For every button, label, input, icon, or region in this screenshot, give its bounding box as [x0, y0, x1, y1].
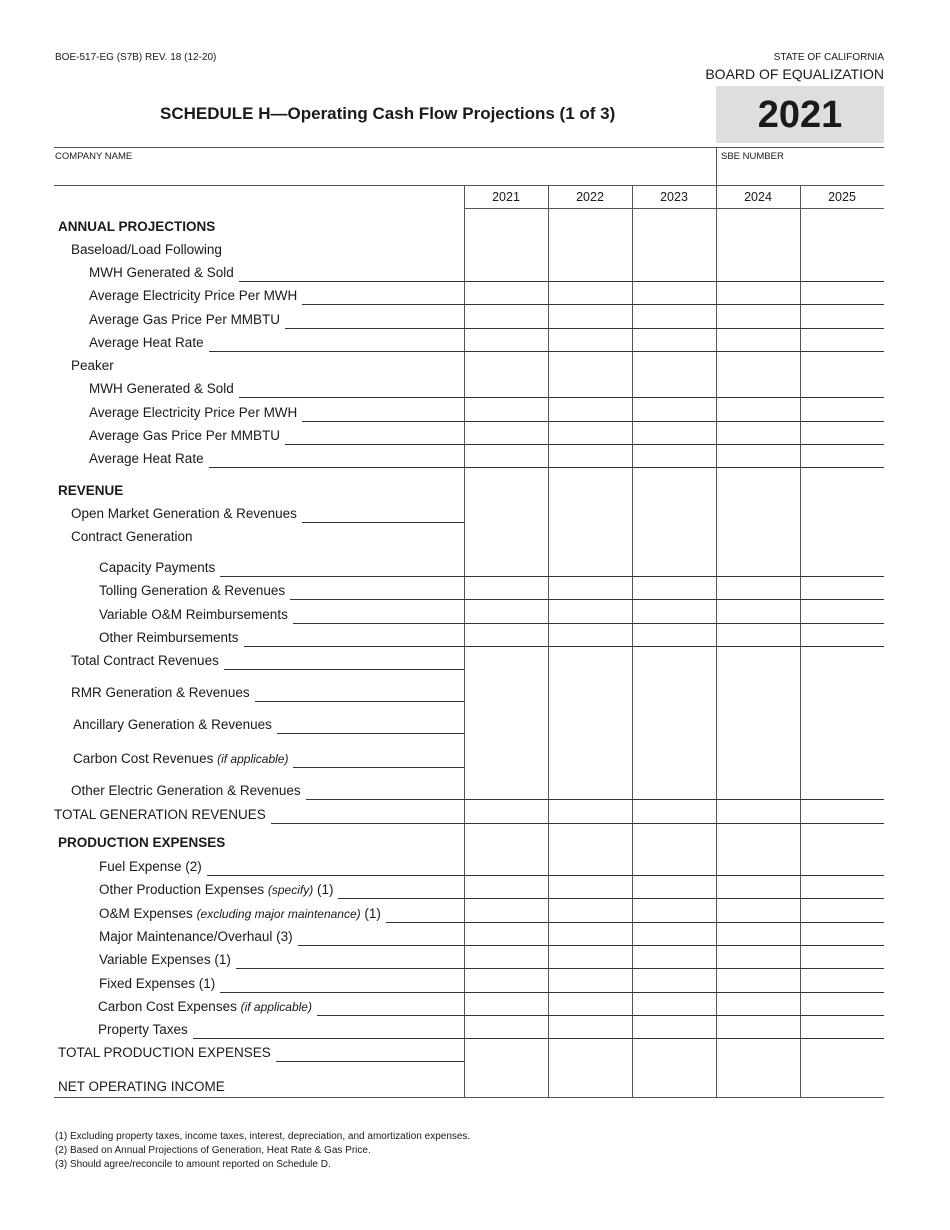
row-leader-line — [220, 992, 884, 993]
value-cell[interactable] — [634, 505, 714, 523]
column-divider — [716, 185, 717, 1098]
row-leader-line — [302, 304, 884, 305]
row-leader-line — [338, 898, 884, 899]
value-cell[interactable] — [466, 450, 546, 468]
value-cell[interactable] — [466, 951, 546, 969]
row-label-text: Capacity Payments — [99, 560, 216, 575]
value-cell[interactable] — [466, 427, 546, 445]
value-cell[interactable] — [718, 311, 798, 329]
value-cell[interactable] — [802, 264, 882, 282]
value-cell[interactable] — [550, 951, 630, 969]
row-leader-line — [193, 1038, 884, 1039]
year-box: 2021 — [716, 86, 884, 143]
value-cell[interactable] — [634, 951, 714, 969]
row-leader-line — [224, 669, 464, 670]
value-cell[interactable] — [466, 975, 546, 993]
state-name: STATE OF CALIFORNIA — [773, 52, 884, 63]
value-cell[interactable] — [802, 427, 882, 445]
value-cell[interactable] — [466, 905, 546, 923]
row-label-text: NET OPERATING INCOME — [58, 1079, 225, 1094]
row-leader-line — [302, 421, 884, 422]
row-label — [58, 219, 215, 234]
row-label — [71, 685, 250, 700]
column-header-2025: 2025 — [828, 190, 856, 204]
row-label-text: Carbon Cost Revenues — [73, 751, 214, 766]
value-cell[interactable] — [802, 716, 882, 734]
row-label-suffix: (1) — [316, 882, 334, 897]
row-label — [58, 1045, 271, 1060]
value-cell[interactable] — [718, 750, 798, 768]
value-cell[interactable] — [466, 750, 546, 768]
row-leader-line — [290, 599, 884, 600]
row-leader-line — [293, 623, 884, 624]
value-cell[interactable] — [802, 1021, 882, 1039]
form-code: BOE-517-EG (S7B) REV. 18 (12-20) — [55, 52, 217, 63]
value-cell[interactable] — [466, 334, 546, 352]
value-cell[interactable] — [466, 311, 546, 329]
value-cell[interactable] — [634, 975, 714, 993]
value-cell[interactable] — [550, 1078, 630, 1096]
row-label — [58, 1079, 225, 1094]
row-label-text: Total Contract Revenues — [71, 653, 219, 668]
row-label — [98, 999, 312, 1014]
value-cell[interactable] — [550, 264, 630, 282]
value-cell[interactable] — [718, 380, 798, 398]
value-cell[interactable] — [634, 905, 714, 923]
column-divider — [632, 185, 633, 1098]
row-label-text: Fixed Expenses (1) — [99, 976, 216, 991]
row-label — [99, 859, 202, 874]
value-cell[interactable] — [466, 858, 546, 876]
value-cell[interactable] — [466, 684, 546, 702]
value-cell[interactable] — [466, 404, 546, 422]
value-cell[interactable] — [634, 652, 714, 670]
value-cell[interactable] — [466, 629, 546, 647]
value-cell[interactable] — [466, 559, 546, 577]
value-cell[interactable] — [718, 858, 798, 876]
value-cell[interactable] — [634, 287, 714, 305]
row-leader-line — [302, 522, 464, 523]
value-cell[interactable] — [466, 652, 546, 670]
value-cell[interactable] — [466, 1021, 546, 1039]
row-label — [99, 882, 333, 897]
value-cell[interactable] — [718, 427, 798, 445]
value-cell[interactable] — [550, 287, 630, 305]
row-label-text: MWH Generated & Sold — [89, 381, 234, 396]
row-leader-line — [298, 945, 884, 946]
row-label-text: Carbon Cost Expenses — [98, 999, 237, 1014]
row-label — [58, 483, 123, 498]
value-cell[interactable] — [802, 750, 882, 768]
row-label-note: (if applicable) — [240, 1000, 312, 1014]
value-cell[interactable] — [718, 684, 798, 702]
value-cell[interactable] — [718, 652, 798, 670]
value-cell[interactable] — [466, 998, 546, 1016]
row-label-text: Baseload/Load Following — [71, 242, 222, 257]
value-cell[interactable] — [634, 629, 714, 647]
value-cell[interactable] — [718, 998, 798, 1016]
row-label — [71, 358, 114, 373]
row-label-text: Ancillary Generation & Revenues — [73, 717, 272, 732]
row-label — [58, 835, 225, 850]
sbe-divider — [716, 147, 717, 185]
column-header-rule — [464, 208, 884, 209]
row-label — [99, 952, 231, 967]
row-leader-line — [239, 281, 884, 282]
row-label-text: Average Heat Rate — [89, 451, 204, 466]
row-leader-line — [239, 397, 884, 398]
value-cell[interactable] — [634, 450, 714, 468]
value-cell[interactable] — [466, 264, 546, 282]
row-leader-line — [209, 351, 884, 352]
row-label — [89, 405, 297, 420]
value-cell[interactable] — [550, 806, 630, 824]
column-header-2022: 2022 — [576, 190, 604, 204]
row-leader-line — [276, 1061, 464, 1062]
row-leader-line — [386, 922, 884, 923]
value-cell[interactable] — [718, 905, 798, 923]
value-cell[interactable] — [550, 606, 630, 624]
row-label-text: Average Heat Rate — [89, 335, 204, 350]
column-header-2023: 2023 — [660, 190, 688, 204]
row-label — [99, 630, 239, 645]
value-cell[interactable] — [718, 1044, 798, 1062]
value-cell[interactable] — [550, 716, 630, 734]
value-cell[interactable] — [718, 928, 798, 946]
value-cell[interactable] — [634, 806, 714, 824]
value-cell[interactable] — [550, 750, 630, 768]
row-label — [99, 583, 285, 598]
row-label-note: (if applicable) — [217, 752, 289, 766]
value-cell[interactable] — [634, 264, 714, 282]
row-label-text: Average Gas Price Per MMBTU — [89, 428, 281, 443]
sbe-number-label: SBE NUMBER — [721, 151, 784, 162]
row-label-text: Contract Generation — [71, 529, 193, 544]
value-cell[interactable] — [550, 629, 630, 647]
row-leader-line — [244, 646, 884, 647]
row-label — [89, 451, 204, 466]
value-cell[interactable] — [718, 559, 798, 577]
sbe-number-field[interactable] — [721, 162, 881, 184]
row-label-text: MWH Generated & Sold — [89, 265, 234, 280]
value-cell[interactable] — [466, 716, 546, 734]
value-cell[interactable] — [550, 582, 630, 600]
value-cell[interactable] — [550, 505, 630, 523]
value-cell[interactable] — [802, 858, 882, 876]
value-cell[interactable] — [466, 505, 546, 523]
value-cell[interactable] — [550, 450, 630, 468]
value-cell[interactable] — [466, 582, 546, 600]
row-label — [99, 906, 381, 921]
row-label-text: ANNUAL PROJECTIONS — [58, 219, 216, 234]
value-cell[interactable] — [634, 782, 714, 800]
value-cell[interactable] — [466, 1078, 546, 1096]
row-label-text: REVENUE — [58, 483, 124, 498]
row-label-text: Variable Expenses (1) — [99, 952, 231, 967]
row-label — [73, 717, 272, 732]
row-leader-line — [293, 767, 464, 768]
value-cell[interactable] — [718, 975, 798, 993]
company-top-rule — [54, 147, 884, 148]
value-cell[interactable] — [802, 311, 882, 329]
value-cell[interactable] — [550, 652, 630, 670]
footnote: (3) Should agree/reconcile to amount reported on Schedule D. — [55, 1159, 331, 1170]
row-label — [98, 1022, 188, 1037]
value-cell[interactable] — [634, 684, 714, 702]
value-cell[interactable] — [718, 287, 798, 305]
row-leader-line — [285, 444, 884, 445]
value-cell[interactable] — [802, 806, 882, 824]
row-label — [89, 312, 280, 327]
value-cell[interactable] — [550, 905, 630, 923]
row-label-text: Average Electricity Price Per MWH — [89, 405, 298, 420]
row-label-text: Average Electricity Price Per MWH — [89, 288, 298, 303]
row-label-text: RMR Generation & Revenues — [71, 685, 250, 700]
row-leader-line — [317, 1015, 884, 1016]
row-leader-line — [255, 701, 464, 702]
row-label — [71, 506, 297, 521]
value-cell[interactable] — [550, 559, 630, 577]
row-label-text: Tolling Generation & Revenues — [99, 583, 286, 598]
value-cell[interactable] — [634, 559, 714, 577]
row-label — [71, 529, 193, 544]
value-cell[interactable] — [802, 606, 882, 624]
value-cell[interactable] — [634, 998, 714, 1016]
row-label-text: PRODUCTION EXPENSES — [58, 835, 226, 850]
value-cell[interactable] — [634, 334, 714, 352]
row-label-text: Other Electric Generation & Revenues — [71, 783, 301, 798]
value-cell[interactable] — [802, 1078, 882, 1096]
value-cell[interactable] — [802, 684, 882, 702]
row-label — [99, 560, 215, 575]
row-label-suffix: (1) — [364, 906, 381, 921]
value-cell[interactable] — [550, 782, 630, 800]
value-cell[interactable] — [550, 427, 630, 445]
value-cell[interactable] — [550, 1044, 630, 1062]
value-cell[interactable] — [634, 1078, 714, 1096]
value-cell[interactable] — [550, 1021, 630, 1039]
value-cell[interactable] — [718, 334, 798, 352]
value-cell[interactable] — [718, 806, 798, 824]
row-label — [89, 288, 297, 303]
value-cell[interactable] — [550, 975, 630, 993]
value-cell[interactable] — [550, 998, 630, 1016]
value-cell[interactable] — [634, 858, 714, 876]
value-cell[interactable] — [802, 975, 882, 993]
value-cell[interactable] — [802, 287, 882, 305]
value-cell[interactable] — [802, 998, 882, 1016]
row-leader-line — [209, 467, 884, 468]
value-cell[interactable] — [718, 264, 798, 282]
value-cell[interactable] — [802, 928, 882, 946]
row-label-text: O&M Expenses — [99, 906, 193, 921]
company-name-field[interactable] — [60, 162, 700, 184]
row-label-text: Major Maintenance/Overhaul (3) — [99, 929, 293, 944]
value-cell[interactable] — [802, 881, 882, 899]
value-cell[interactable] — [550, 334, 630, 352]
value-cell[interactable] — [550, 404, 630, 422]
value-cell[interactable] — [634, 928, 714, 946]
row-label — [89, 265, 234, 280]
value-cell[interactable] — [634, 1021, 714, 1039]
value-cell[interactable] — [466, 1044, 546, 1062]
value-cell[interactable] — [718, 450, 798, 468]
value-cell[interactable] — [550, 858, 630, 876]
row-label-text: TOTAL PRODUCTION EXPENSES — [58, 1045, 271, 1060]
row-label-note: (excluding major maintenance) — [196, 907, 361, 921]
value-cell[interactable] — [634, 427, 714, 445]
value-cell[interactable] — [634, 311, 714, 329]
row-label — [89, 335, 204, 350]
value-cell[interactable] — [802, 782, 882, 800]
value-cell[interactable] — [802, 450, 882, 468]
value-cell[interactable] — [634, 582, 714, 600]
row-label — [99, 976, 215, 991]
row-label — [54, 807, 266, 822]
table-bottom-rule — [54, 1097, 884, 1098]
value-cell[interactable] — [802, 334, 882, 352]
value-cell[interactable] — [802, 559, 882, 577]
value-cell[interactable] — [550, 881, 630, 899]
row-label-text: Property Taxes — [98, 1022, 188, 1037]
row-leader-line — [277, 733, 464, 734]
row-leader-line — [271, 823, 884, 824]
row-label-note: (specify) — [267, 883, 314, 897]
row-leader-line — [306, 799, 884, 800]
row-leader-line — [220, 576, 884, 577]
column-header-2021: 2021 — [492, 190, 520, 204]
value-cell[interactable] — [802, 505, 882, 523]
value-cell[interactable] — [802, 652, 882, 670]
value-cell[interactable] — [802, 951, 882, 969]
row-leader-line — [285, 328, 884, 329]
value-cell[interactable] — [718, 782, 798, 800]
row-label — [71, 783, 301, 798]
row-label — [89, 428, 280, 443]
value-cell[interactable] — [550, 928, 630, 946]
value-cell[interactable] — [634, 881, 714, 899]
value-cell[interactable] — [718, 951, 798, 969]
value-cell[interactable] — [718, 881, 798, 899]
value-cell[interactable] — [718, 629, 798, 647]
value-cell[interactable] — [634, 716, 714, 734]
row-label-text: TOTAL GENERATION REVENUES — [54, 807, 266, 822]
value-cell[interactable] — [802, 582, 882, 600]
row-label-text: Other Reimbursements — [99, 630, 239, 645]
value-cell[interactable] — [466, 782, 546, 800]
value-cell[interactable] — [634, 750, 714, 768]
column-header-2024: 2024 — [744, 190, 772, 204]
row-label-text: Open Market Generation & Revenues — [71, 506, 297, 521]
row-leader-line — [236, 968, 884, 969]
company-name-label: COMPANY NAME — [55, 151, 133, 162]
value-cell[interactable] — [718, 1078, 798, 1096]
value-cell[interactable] — [802, 629, 882, 647]
value-cell[interactable] — [550, 380, 630, 398]
row-label-text: Variable O&M Reimbursements — [99, 607, 288, 622]
row-label-text: Average Gas Price Per MMBTU — [89, 312, 281, 327]
column-divider — [800, 185, 801, 1098]
value-cell[interactable] — [802, 380, 882, 398]
row-label — [89, 381, 234, 396]
value-cell[interactable] — [718, 1021, 798, 1039]
value-cell[interactable] — [550, 311, 630, 329]
row-label — [99, 607, 288, 622]
value-cell[interactable] — [466, 380, 546, 398]
row-leader-line — [207, 875, 884, 876]
footnote: (2) Based on Annual Projections of Generation, Heat Rate & Gas Price. — [55, 1145, 371, 1156]
value-cell[interactable] — [802, 404, 882, 422]
value-cell[interactable] — [802, 905, 882, 923]
value-cell[interactable] — [466, 928, 546, 946]
footnote: (1) Excluding property taxes, income taxes, interest, depreciation, and amortization expenses. — [55, 1131, 471, 1142]
row-label — [73, 751, 288, 766]
value-cell[interactable] — [634, 380, 714, 398]
column-divider — [464, 185, 465, 1098]
value-cell[interactable] — [718, 606, 798, 624]
value-cell[interactable] — [718, 582, 798, 600]
value-cell[interactable] — [718, 404, 798, 422]
value-cell[interactable] — [466, 287, 546, 305]
value-cell[interactable] — [718, 716, 798, 734]
row-label — [71, 653, 219, 668]
column-divider — [548, 185, 549, 1098]
value-cell[interactable] — [634, 606, 714, 624]
value-cell[interactable] — [466, 606, 546, 624]
value-cell[interactable] — [634, 1044, 714, 1062]
board-name: BOARD OF EQUALIZATION — [705, 66, 884, 82]
value-cell[interactable] — [802, 1044, 882, 1062]
page-title: SCHEDULE H—Operating Cash Flow Projections (1 of 3) — [160, 104, 616, 123]
value-cell[interactable] — [466, 806, 546, 824]
row-label-text: Fuel Expense (2) — [99, 859, 202, 874]
row-label — [71, 242, 222, 257]
row-label-text: Other Production Expenses — [99, 882, 265, 897]
value-cell[interactable] — [550, 684, 630, 702]
value-cell[interactable] — [466, 881, 546, 899]
row-label — [99, 929, 293, 944]
value-cell[interactable] — [718, 505, 798, 523]
value-cell[interactable] — [634, 404, 714, 422]
row-label-text: Peaker — [71, 358, 114, 373]
